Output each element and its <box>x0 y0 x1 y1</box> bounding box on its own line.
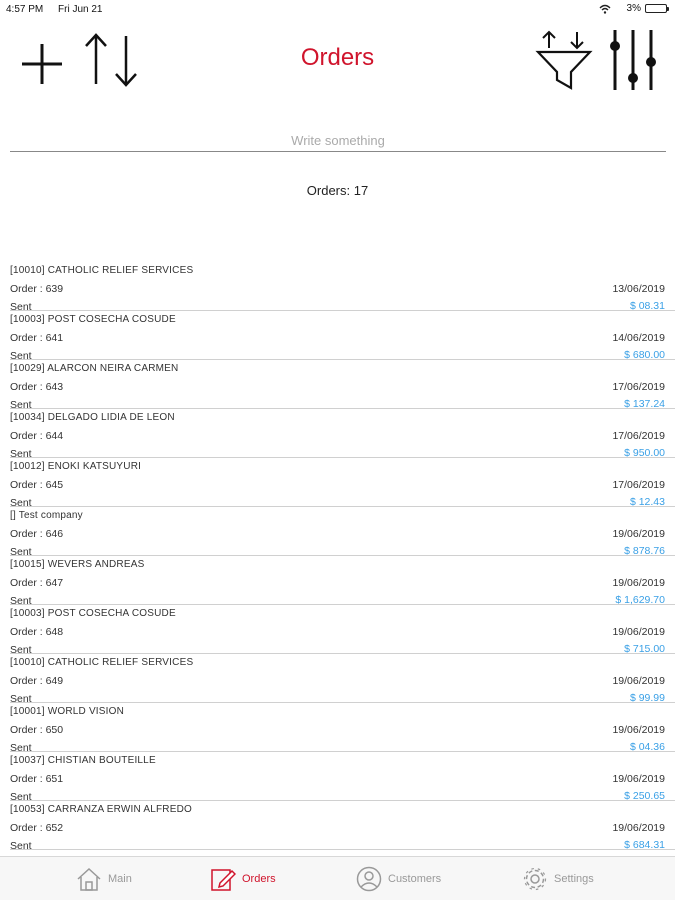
search-input[interactable] <box>10 130 666 152</box>
tab-settings-label: Settings <box>554 873 594 885</box>
order-customer: [10010] CATHOLIC RELIEF SERVICES <box>10 657 194 668</box>
top-toolbar <box>0 22 675 98</box>
order-customer: [10012] ENOKI KATSUYURI <box>10 461 142 472</box>
battery-percent: 3% <box>626 3 641 14</box>
order-row[interactable] <box>10 507 675 556</box>
order-status: Sent <box>10 350 32 362</box>
order-date: 17/06/2019 <box>612 479 665 491</box>
order-row[interactable] <box>10 801 675 850</box>
order-row[interactable] <box>10 409 675 458</box>
order-customer: [] Test company <box>10 510 83 521</box>
order-date: 19/06/2019 <box>612 822 665 834</box>
order-amount: $ 250.65 <box>624 790 665 802</box>
order-customer: [10029] ALARCON NEIRA CARMEN <box>10 363 179 374</box>
order-row[interactable] <box>10 654 675 703</box>
order-date: 19/06/2019 <box>612 528 665 540</box>
gear-icon <box>522 866 548 892</box>
order-row[interactable] <box>10 262 675 311</box>
orders-count: Orders: 17 <box>306 183 369 198</box>
wifi-icon <box>599 4 611 14</box>
order-date: 19/06/2019 <box>612 577 665 589</box>
order-amount: $ 1,629.70 <box>615 594 665 606</box>
order-customer: [10053] CARRANZA ERWIN ALFREDO <box>10 804 192 815</box>
battery-icon <box>645 4 667 13</box>
order-customer: [10015] WEVERS ANDREAS <box>10 559 145 570</box>
moon-icon <box>615 4 623 14</box>
order-status: Sent <box>10 693 32 705</box>
order-row[interactable] <box>10 752 675 801</box>
order-status: Sent <box>10 497 32 509</box>
order-customer: [10037] CHISTIAN BOUTEILLE <box>10 755 156 766</box>
orders-list[interactable] <box>0 262 675 854</box>
order-customer: [10003] POST COSECHA COSUDE <box>10 608 176 619</box>
order-number: Order : 646 <box>10 528 64 540</box>
user-icon <box>356 866 382 892</box>
order-status: Sent <box>10 448 32 460</box>
order-customer: [10010] CATHOLIC RELIEF SERVICES <box>10 265 194 276</box>
status-indicators <box>599 3 667 14</box>
status-time: 4:57 PM <box>6 4 44 15</box>
tab-main[interactable] <box>76 857 132 900</box>
tab-customers[interactable] <box>356 857 441 900</box>
order-date: 17/06/2019 <box>612 430 665 442</box>
order-amount: $ 137.24 <box>624 398 665 410</box>
settings-sliders-button[interactable] <box>607 28 659 92</box>
tab-settings[interactable] <box>522 857 594 900</box>
order-date: 14/06/2019 <box>612 332 665 344</box>
order-row[interactable] <box>10 458 675 507</box>
order-number: Order : 650 <box>10 724 64 736</box>
order-status: Sent <box>10 840 32 852</box>
page-title: Orders <box>300 44 375 71</box>
order-number: Order : 649 <box>10 675 64 687</box>
order-status: Sent <box>10 546 32 558</box>
sliders-icon <box>607 28 659 92</box>
order-number: Order : 639 <box>10 283 64 295</box>
order-amount: $ 08.31 <box>629 300 665 312</box>
status-date: Fri Jun 21 <box>58 4 103 15</box>
order-row[interactable] <box>10 703 675 752</box>
order-amount: $ 680.00 <box>624 349 665 361</box>
funnel-icon <box>535 28 593 92</box>
order-date: 19/06/2019 <box>612 773 665 785</box>
order-date: 19/06/2019 <box>612 626 665 638</box>
order-status: Sent <box>10 301 32 313</box>
order-number: Order : 652 <box>10 822 64 834</box>
order-amount: $ 950.00 <box>624 447 665 459</box>
order-date: 17/06/2019 <box>612 381 665 393</box>
order-date: 19/06/2019 <box>612 675 665 687</box>
order-row[interactable] <box>10 360 675 409</box>
order-status: Sent <box>10 595 32 607</box>
order-status: Sent <box>10 791 32 803</box>
order-amount: $ 12.43 <box>629 496 665 508</box>
order-customer: [10003] POST COSECHA COSUDE <box>10 314 176 325</box>
order-customer: [10001] WORLD VISION <box>10 706 125 717</box>
status-bar <box>0 0 675 20</box>
order-row[interactable] <box>10 605 675 654</box>
tab-orders[interactable] <box>210 857 276 900</box>
order-customer: [10034] DELGADO LIDIA DE LEON <box>10 412 175 423</box>
order-number: Order : 647 <box>10 577 64 589</box>
order-status: Sent <box>10 399 32 411</box>
tab-bar <box>0 856 675 900</box>
home-icon <box>76 866 102 892</box>
tab-main-label: Main <box>108 873 132 885</box>
order-number: Order : 651 <box>10 773 64 785</box>
order-amount: $ 878.76 <box>624 545 665 557</box>
order-date: 19/06/2019 <box>612 724 665 736</box>
order-status: Sent <box>10 644 32 656</box>
tab-customers-label: Customers <box>388 873 442 885</box>
filter-sort-button[interactable] <box>535 28 593 92</box>
order-amount: $ 715.00 <box>624 643 665 655</box>
order-number: Order : 641 <box>10 332 64 344</box>
order-row[interactable] <box>10 556 675 605</box>
order-number: Order : 644 <box>10 430 64 442</box>
order-date: 13/06/2019 <box>612 283 665 295</box>
order-amount: $ 04.36 <box>629 741 665 753</box>
tab-orders-label: Orders <box>242 873 276 885</box>
order-status: Sent <box>10 742 32 754</box>
order-amount: $ 684.31 <box>624 839 665 851</box>
order-number: Order : 643 <box>10 381 64 393</box>
order-row[interactable] <box>10 311 675 360</box>
order-number: Order : 648 <box>10 626 64 638</box>
edit-icon <box>210 866 236 892</box>
order-amount: $ 99.99 <box>629 692 665 704</box>
order-number: Order : 645 <box>10 479 64 491</box>
